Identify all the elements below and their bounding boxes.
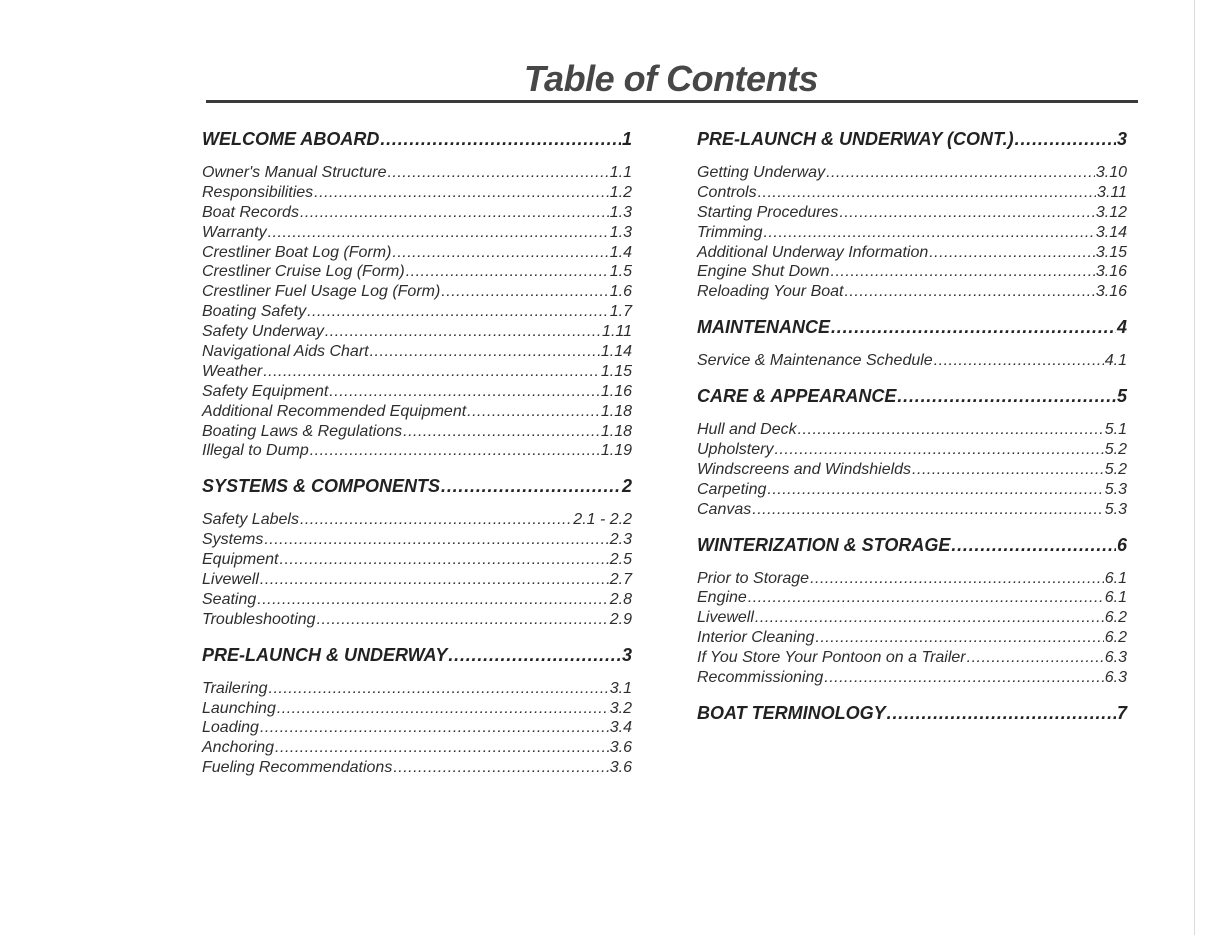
toc-right-column — [697, 129, 1127, 744]
toc-entry[interactable] — [697, 262, 1127, 282]
toc-entry[interactable] — [202, 530, 632, 550]
section-heading-label: MAINTENANCE — [697, 317, 830, 338]
dot-leader — [277, 699, 609, 719]
toc-entry-label: Boat Records — [202, 203, 299, 221]
toc-entry-label: Recommissioning — [697, 669, 824, 687]
toc-entry[interactable] — [697, 608, 1127, 628]
toc-section — [697, 129, 1127, 302]
dot-leader — [387, 163, 608, 183]
toc-entry-page: 5.2 — [1104, 441, 1127, 459]
toc-entry[interactable] — [202, 342, 632, 362]
section-heading-label: SYSTEMS & COMPONENTS — [202, 476, 441, 497]
dot-leader — [257, 590, 608, 610]
dot-leader — [317, 610, 609, 630]
dot-leader — [275, 738, 609, 758]
toc-section — [202, 129, 632, 461]
toc-entry-page: 1.14 — [600, 343, 632, 361]
dot-leader — [831, 262, 1095, 282]
toc-entry-page: 6.1 — [1104, 569, 1127, 587]
toc-entry-page: 3.12 — [1095, 203, 1127, 221]
toc-entry-label: Safety Labels — [202, 511, 299, 529]
section-page-number: 7 — [1116, 702, 1127, 723]
section-page-number: 3 — [1116, 129, 1127, 149]
toc-entry-page: 3.4 — [609, 719, 632, 737]
dot-leader — [897, 386, 1116, 407]
dot-leader — [467, 402, 600, 422]
page-title: Table of Contents — [523, 58, 819, 99]
dot-leader — [269, 679, 609, 699]
toc-entry[interactable] — [697, 500, 1127, 520]
toc-section — [697, 386, 1127, 519]
toc-entry-label: Windscreens and Windshields — [697, 460, 912, 478]
dot-leader — [798, 420, 1104, 440]
toc-entry-label: Anchoring — [202, 739, 275, 757]
toc-entry[interactable] — [697, 420, 1127, 440]
toc-entry[interactable] — [697, 282, 1127, 302]
toc-entry-page: 3.14 — [1095, 223, 1127, 241]
toc-entry-label: Trimming — [697, 223, 763, 241]
section-page-number: 6 — [1116, 534, 1127, 555]
toc-entry-label: Interior Cleaning — [697, 629, 815, 647]
toc-entry[interactable] — [202, 550, 632, 570]
toc-entry-page: 6.1 — [1104, 589, 1127, 607]
toc-entry-label: Getting Underway — [697, 164, 826, 181]
dot-leader — [403, 422, 600, 442]
toc-entry[interactable] — [202, 510, 632, 530]
toc-entry-label: Trailering — [202, 679, 268, 697]
dot-leader — [1015, 129, 1116, 150]
toc-entry-label: Launching — [202, 699, 276, 717]
toc-entry[interactable] — [697, 460, 1127, 480]
dot-leader — [314, 183, 609, 203]
toc-entry[interactable] — [697, 203, 1127, 223]
toc-entry[interactable] — [202, 322, 632, 342]
toc-entry-page: 3.2 — [609, 699, 632, 717]
toc-entry[interactable] — [697, 588, 1127, 608]
toc-entry-page: 2.1 - 2.2 — [573, 511, 632, 529]
toc-entry-label: Seating — [202, 590, 257, 608]
toc-entry-label: Prior to Storage — [697, 569, 810, 587]
toc-entry-page: 4.1 — [1104, 352, 1127, 370]
dot-leader — [268, 223, 609, 243]
toc-entry-label: Equipment — [202, 551, 279, 569]
toc-entry[interactable] — [202, 223, 632, 243]
toc-entry-label: Safety Underway — [202, 323, 324, 341]
toc-entry[interactable] — [202, 262, 632, 282]
section-page-number: 5 — [1116, 386, 1127, 407]
dot-leader — [826, 163, 1095, 183]
toc-entry-page: 2.5 — [609, 551, 632, 569]
toc-entry-label: Crestliner Boat Log (Form) — [202, 243, 392, 261]
toc-entry-page: 1.16 — [600, 382, 632, 400]
dot-leader — [329, 382, 600, 402]
toc-entry-label: Controls — [697, 183, 757, 201]
toc-entry-page: 6.3 — [1104, 649, 1127, 667]
section-page-number: 4 — [1116, 317, 1127, 338]
toc-entry-label: Canvas — [697, 500, 752, 518]
dot-leader — [260, 718, 609, 738]
toc-entry[interactable] — [697, 569, 1127, 589]
toc-entry-label: Livewell — [202, 571, 259, 589]
toc-entry-label: Illegal to Dump — [202, 442, 309, 460]
toc-entry-page: 1.18 — [600, 402, 632, 420]
toc-entry[interactable] — [202, 610, 632, 630]
section-heading[interactable] — [697, 386, 1127, 412]
toc-entry-page: 1.5 — [609, 263, 632, 281]
toc-entry[interactable] — [202, 163, 632, 183]
toc-entry-page: 5.2 — [1104, 460, 1127, 478]
section-heading[interactable] — [697, 129, 1127, 155]
toc-entry-label: Crestliner Cruise Log (Form) — [202, 263, 405, 281]
toc-left-column — [202, 129, 632, 793]
toc-section — [697, 317, 1127, 371]
toc-entry-page: 6.2 — [1104, 629, 1127, 647]
dot-leader — [774, 440, 1103, 460]
toc-entry-page: 1.2 — [609, 183, 632, 201]
section-heading-label: PRE-LAUNCH & UNDERWAY (CONT.) — [697, 129, 1014, 149]
dot-leader — [441, 476, 621, 497]
toc-entry[interactable] — [202, 699, 632, 719]
section-heading-label: WINTERIZATION & STORAGE — [697, 534, 951, 555]
toc-section — [697, 535, 1127, 688]
toc-entry-page: 1.1 — [609, 164, 632, 181]
toc-entry-page: 2.8 — [609, 590, 632, 608]
toc-entry-page: 1.3 — [609, 223, 632, 241]
toc-entry-page: 1.15 — [600, 362, 632, 380]
toc-entry-label: Loading — [202, 719, 259, 737]
toc-entry-label: Starting Procedures — [697, 203, 839, 221]
dot-leader — [844, 282, 1094, 302]
section-heading-label: CARE & APPEARANCE — [697, 386, 897, 407]
toc-entry-label: Boating Laws & Regulations — [202, 422, 403, 440]
dot-leader — [929, 243, 1095, 263]
dot-leader — [815, 628, 1103, 648]
dot-leader — [831, 317, 1116, 338]
toc-entry-page: 3.15 — [1095, 243, 1127, 261]
toc-entry-label: Additional Recommended Equipment — [202, 402, 467, 420]
toc-entry-page: 3.6 — [609, 739, 632, 757]
toc-entry-label: Reloading Your Boat — [697, 283, 844, 301]
toc-entry-label: Safety Equipment — [202, 382, 329, 400]
dot-leader — [767, 480, 1103, 500]
toc-entry-page: 3.11 — [1097, 183, 1127, 201]
dot-leader — [810, 569, 1104, 589]
toc-entry[interactable] — [697, 351, 1127, 371]
dot-leader — [370, 342, 600, 362]
toc-entry[interactable] — [697, 668, 1127, 688]
toc-entry[interactable] — [202, 302, 632, 322]
toc-entry-page: 1.18 — [600, 422, 632, 440]
toc-entry[interactable] — [697, 243, 1127, 263]
dot-leader — [839, 203, 1094, 223]
page-edge-line — [1194, 0, 1195, 935]
toc-entry[interactable] — [202, 203, 632, 223]
dot-leader — [758, 183, 1096, 203]
dot-leader — [307, 302, 609, 322]
toc-entry-label: Hull and Deck — [697, 421, 797, 439]
toc-entry[interactable] — [697, 480, 1127, 500]
toc-entry-label: Troubleshooting — [202, 610, 316, 628]
toc-entry[interactable] — [697, 223, 1127, 243]
dot-leader — [392, 243, 608, 263]
toc-entry-page: 3.16 — [1095, 263, 1127, 281]
dot-leader — [448, 645, 621, 666]
dot-leader — [264, 530, 608, 550]
toc-entry-label: Additional Underway Information — [697, 243, 929, 261]
dot-leader — [912, 460, 1104, 480]
toc-entry-page: 1.3 — [609, 203, 632, 221]
toc-entry-label: Livewell — [697, 609, 754, 627]
toc-entry-page: 5.1 — [1104, 421, 1127, 439]
toc-entry-page: 5.3 — [1104, 500, 1127, 518]
toc-entry-page: 6.2 — [1104, 609, 1127, 627]
toc-entry-page: 2.7 — [609, 571, 632, 589]
dot-leader — [325, 322, 601, 342]
toc-entry-label: Owner's Manual Structure — [202, 164, 387, 181]
toc-entry-label: Carpeting — [697, 480, 767, 498]
section-heading[interactable] — [202, 476, 632, 502]
toc-entry[interactable] — [697, 183, 1127, 203]
dot-leader — [752, 500, 1104, 520]
dot-leader — [967, 648, 1104, 668]
toc-entry[interactable] — [697, 163, 1127, 183]
dot-leader — [380, 129, 621, 150]
toc-entry-label: Weather — [202, 362, 263, 380]
toc-entry[interactable] — [202, 402, 632, 422]
toc-entry[interactable] — [202, 282, 632, 302]
toc-entry-page: 1.19 — [600, 442, 632, 460]
section-page-number: 1 — [621, 129, 632, 149]
toc-entry[interactable] — [202, 679, 632, 699]
toc-entry-label: Navigational Aids Chart — [202, 343, 369, 361]
toc-entry-page: 1.7 — [609, 303, 632, 321]
toc-entry[interactable] — [202, 362, 632, 382]
toc-entry[interactable] — [202, 718, 632, 738]
toc-entry-label: Fueling Recommendations — [202, 759, 393, 777]
toc-entry-page: 1.4 — [609, 243, 632, 261]
toc-entry[interactable] — [697, 628, 1127, 648]
toc-section — [697, 703, 1127, 729]
toc-entry-label: Systems — [202, 531, 264, 549]
toc-entry-label: Engine Shut Down — [697, 263, 830, 281]
toc-section — [202, 476, 632, 629]
section-heading[interactable] — [697, 317, 1127, 343]
dot-leader — [441, 282, 608, 302]
dot-leader — [260, 570, 609, 590]
dot-leader — [300, 203, 609, 223]
toc-entry[interactable] — [202, 738, 632, 758]
toc-entry[interactable] — [697, 440, 1127, 460]
section-heading-label: WELCOME ABOARD — [202, 129, 380, 149]
section-heading-label: BOAT TERMINOLOGY — [697, 702, 886, 723]
section-heading[interactable] — [697, 703, 1127, 729]
toc-entry-label: Boating Safety — [202, 303, 307, 321]
toc-entry-page: 3.16 — [1095, 283, 1127, 301]
toc-entry-page: 5.3 — [1104, 480, 1127, 498]
toc-entry-page: 3.6 — [609, 759, 632, 777]
toc-entry-page: 3.1 — [609, 679, 632, 697]
toc-entry-page: 2.9 — [609, 610, 632, 628]
dot-leader — [755, 608, 1104, 628]
toc-entry[interactable] — [202, 758, 632, 778]
toc-entry-label: Service & Maintenance Schedule — [697, 352, 933, 370]
toc-entry[interactable] — [202, 422, 632, 442]
toc-entry-label: Crestliner Fuel Usage Log (Form) — [202, 283, 441, 301]
dot-leader — [263, 362, 600, 382]
dot-leader — [951, 535, 1116, 556]
toc-entry-label: Warranty — [202, 223, 267, 241]
dot-leader — [887, 703, 1116, 724]
section-page-number: 3 — [621, 644, 632, 665]
toc-entry[interactable] — [697, 648, 1127, 668]
dot-leader — [406, 262, 609, 282]
toc-entry-label: Upholstery — [697, 441, 774, 459]
dot-leader — [300, 510, 572, 530]
toc-entry-page: 6.3 — [1104, 669, 1127, 687]
dot-leader — [393, 758, 608, 778]
toc-section — [202, 645, 632, 778]
dot-leader — [763, 223, 1094, 243]
section-heading[interactable] — [202, 645, 632, 671]
dot-leader — [280, 550, 609, 570]
section-page-number: 2 — [621, 476, 632, 497]
dot-leader — [310, 441, 600, 461]
dot-leader — [824, 668, 1103, 688]
toc-entry[interactable] — [202, 183, 632, 203]
toc-entry-page: 3.10 — [1095, 164, 1127, 181]
toc-entry[interactable] — [202, 570, 632, 590]
toc-entry[interactable] — [202, 590, 632, 610]
toc-entry-label: If You Store Your Pontoon on a Trailer — [697, 649, 966, 667]
toc-entry-page: 1.11 — [602, 323, 632, 341]
section-heading-label: PRE-LAUNCH & UNDERWAY — [202, 644, 448, 665]
toc-entry-label: Responsibilities — [202, 183, 314, 201]
dot-leader — [748, 588, 1104, 608]
section-heading[interactable] — [202, 129, 632, 155]
title-rule — [206, 100, 1138, 103]
toc-entry-page: 1.6 — [609, 283, 632, 301]
toc-entry-page: 2.3 — [609, 531, 632, 549]
toc-entry-label: Engine — [697, 589, 747, 607]
toc-entry[interactable] — [202, 243, 632, 263]
toc-entry[interactable] — [202, 441, 632, 461]
dot-leader — [934, 351, 1104, 371]
section-heading[interactable] — [697, 535, 1127, 561]
toc-entry[interactable] — [202, 382, 632, 402]
